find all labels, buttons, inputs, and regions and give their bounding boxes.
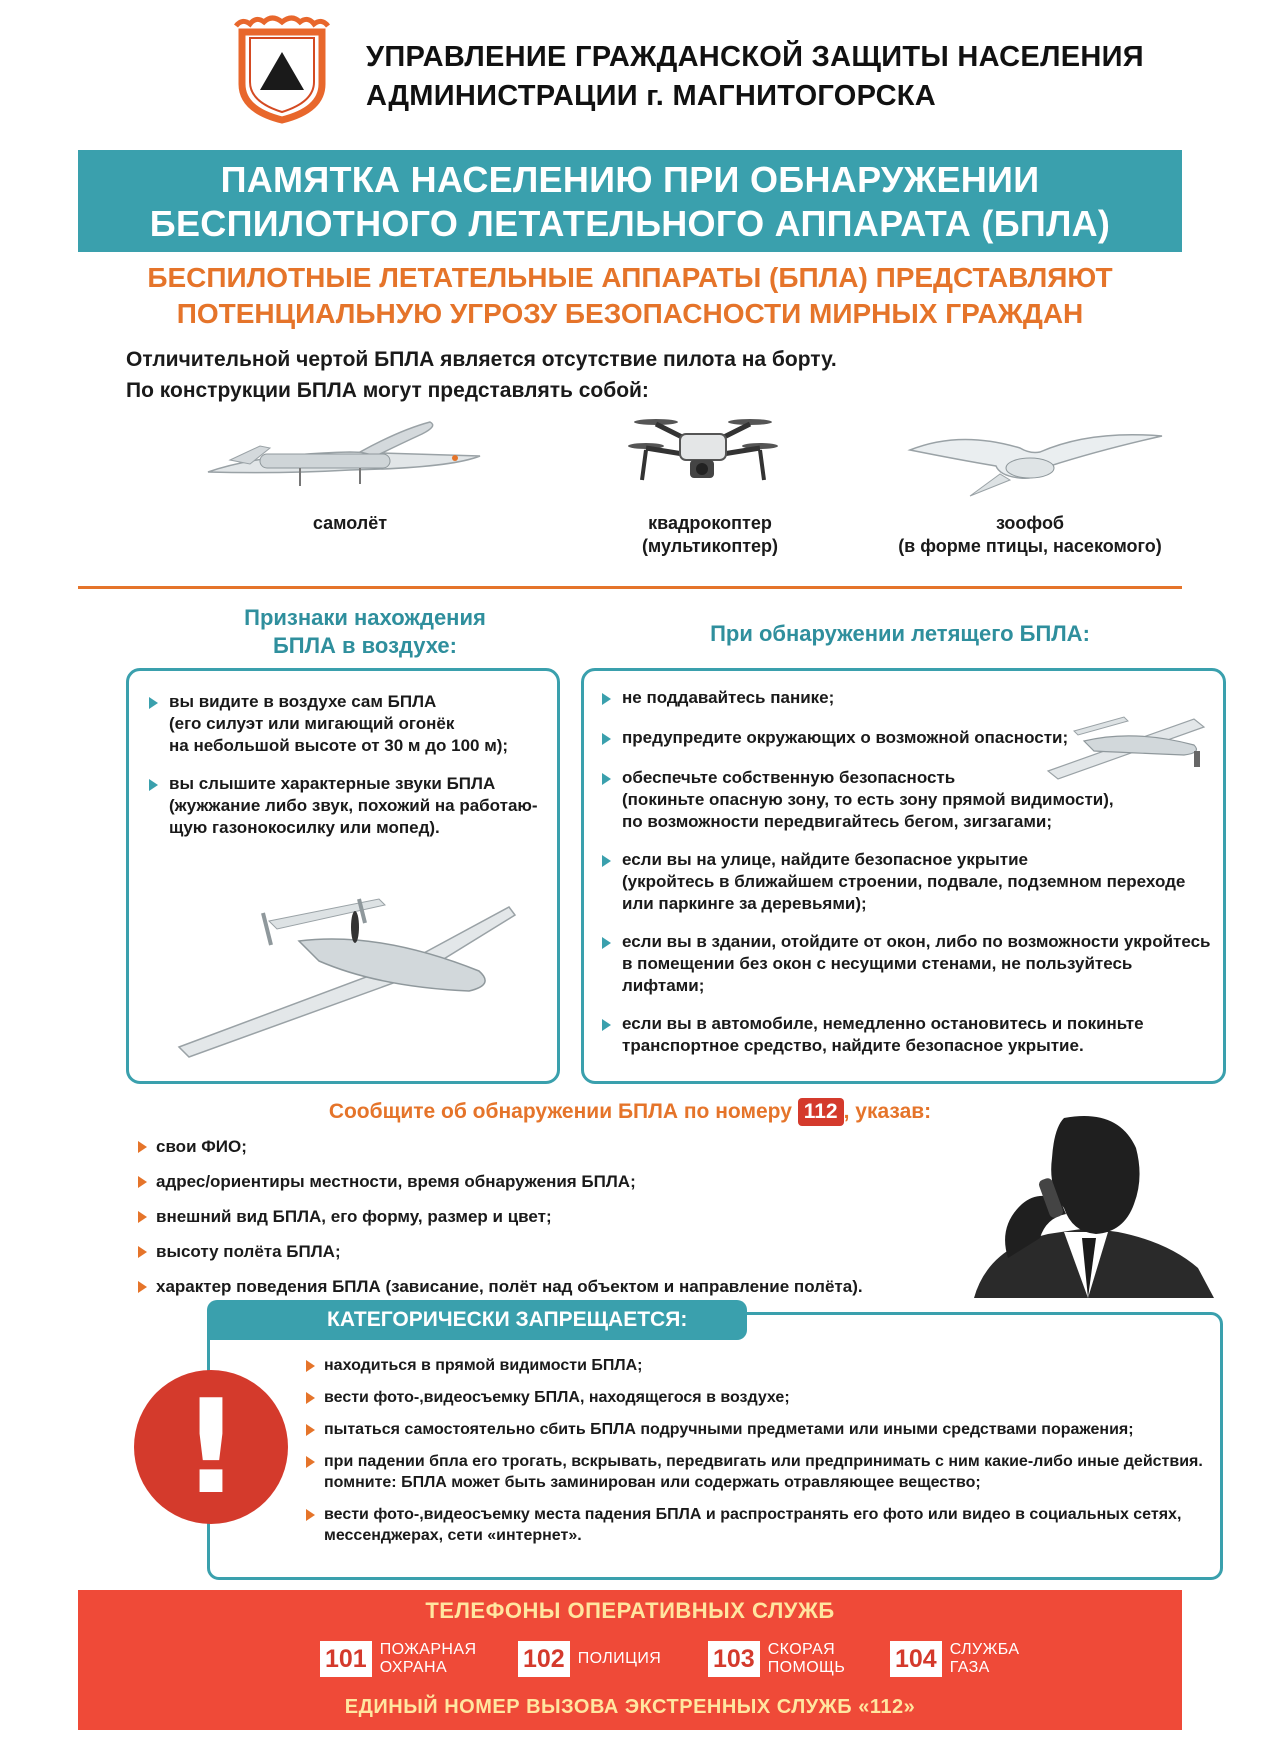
signs-list [129, 671, 557, 839]
bullet-icon [602, 855, 611, 867]
item-text: вести фото-,видеосъемку места падения БПЛА и распространять его фото или видео в социальных сетях, мессенджерах, сети «интернет». [324, 1506, 1182, 1544]
coat-of-arms-emblem [232, 14, 332, 124]
list-item [130, 1136, 910, 1158]
report-heading-text: Сообщите об обнаружении БПЛА по номеру [328, 1100, 792, 1123]
service-name: ПОЛИЦИЯ [577, 1650, 662, 1667]
signs-heading-line-2: БПЛА в воздухе: [272, 633, 457, 658]
forbidden-list [210, 1315, 1220, 1546]
bullet-icon [138, 1246, 147, 1258]
item-main: если вы в автомобиле, немедленно остановитесь и покиньте [622, 1014, 1144, 1033]
report-list [130, 1136, 910, 1311]
service-police [518, 1634, 661, 1684]
item-text: пытаться самостоятельно сбить БПЛА подручными предметами или иными средствами поражения; [324, 1421, 1134, 1438]
type-zoofob [880, 512, 1180, 558]
list-item [130, 1276, 910, 1298]
item-main: обеспечьте собственную безопасность [622, 768, 956, 787]
org-line-2: АДМИНИСТРАЦИИ г. МАГНИТОГОРСКА [366, 80, 937, 112]
service-number: 104 [890, 1641, 942, 1677]
item-sub: (его силуэт или мигающий огонёк на небольшой высоте от 30 м до 100 м); [169, 714, 509, 755]
type-quadcopter [610, 512, 810, 558]
item-sub: транспортное средство, найдите безопасное укрытие. [622, 1036, 1084, 1055]
section-divider [78, 586, 1182, 589]
warning-line-1: БЕСПИЛОТНЫЕ ЛЕТАТЕЛЬНЫЕ АППАРАТЫ (БПЛА) ПРЕДСТАВЛЯЮТ [147, 262, 1113, 293]
bullet-icon [306, 1424, 315, 1436]
list-item [594, 931, 1213, 997]
list-item [130, 1206, 910, 1228]
item-sub: в помещении без окон с несущими стенами, не пользуйтесь лифтами; [622, 954, 1133, 995]
bullet-icon [306, 1392, 315, 1404]
service-number: 103 [708, 1641, 760, 1677]
type-label: зоофоб [995, 513, 1065, 533]
item-text: внешний вид БПЛА, его форму, размер и цвет; [156, 1207, 552, 1226]
item-text: находиться в прямой видимости БПЛА; [324, 1357, 643, 1374]
item-main: вы слышите характерные звуки БПЛА [169, 774, 496, 793]
list-item [300, 1451, 1210, 1493]
list-item [594, 1013, 1213, 1057]
type-sublabel: (в форме птицы, насекомого) [898, 536, 1162, 556]
bullet-icon [306, 1360, 315, 1372]
bullet-icon [306, 1509, 315, 1521]
item-main: не поддавайтесь панике; [622, 688, 835, 707]
emergency-phones-footer [78, 1590, 1182, 1730]
forbidden-box [207, 1312, 1223, 1580]
exclamation-icon [134, 1370, 288, 1524]
signs-heading-line-1: Признаки нахождения [244, 605, 486, 630]
report-heading-tail: , указав: [843, 1100, 932, 1123]
list-item [300, 1504, 1210, 1546]
forbidden-heading: КАТЕГОРИЧЕСКИ ЗАПРЕЩАЕТСЯ: [207, 1300, 747, 1340]
list-item [300, 1355, 1210, 1376]
title-line-2: БЕСПИЛОТНОГО ЛЕТАТЕЛЬНОГО АППАРАТА (БПЛА) [149, 203, 1111, 244]
type-label: квадрокоптер [648, 513, 772, 533]
item-text: вести фото-,видеосъемку БПЛА, находящегося в воздухе; [324, 1389, 790, 1406]
service-name: СЛУЖБА ГАЗА [949, 1641, 1020, 1676]
warning-line-2: ПОТЕНЦИАЛЬНУЮ УГРОЗУ БЕЗОПАСНОСТИ МИРНЫХ ГРАЖДАН [176, 298, 1084, 329]
organization-name [366, 38, 1144, 116]
signs-box [126, 668, 560, 1084]
org-line-1: УПРАВЛЕНИЕ ГРАЖДАНСКОЙ ЗАЩИТЫ НАСЕЛЕНИЯ [366, 41, 1144, 73]
page-title [78, 150, 1182, 252]
bullet-icon [138, 1176, 147, 1188]
footer-title: ТЕЛЕФОНЫ ОПЕРАТИВНЫХ СЛУЖБ [425, 1598, 835, 1623]
item-text: при падении бпла его трогать, вскрывать, передвигать или предпринимать с ним какие-либо иные действия. помните: БПЛА может быть заминирован или содержать отравляющее вещество; [324, 1453, 1203, 1491]
emergency-number-badge: 112 [798, 1098, 844, 1126]
bullet-icon [138, 1211, 147, 1223]
exclamation-mark: ! [181, 1371, 241, 1523]
bullet-icon [138, 1141, 147, 1153]
bullet-icon [602, 773, 611, 785]
item-sub: (покиньте опасную зону, то есть зону прямой видимости), по возможности передвигайтесь бегом, зигзагами; [622, 790, 1114, 831]
item-text: свои ФИО; [156, 1137, 247, 1156]
bullet-icon [138, 1281, 147, 1293]
service-number: 101 [320, 1641, 372, 1677]
quadcopter-drone [628, 410, 778, 500]
service-name: ПОЖАРНАЯ ОХРАНА [379, 1641, 477, 1676]
intro-text [126, 344, 837, 406]
fixed-wing-drone [200, 412, 490, 502]
title-line-1: ПАМЯТКА НАСЕЛЕНИЮ ПРИ ОБНАРУЖЕНИИ [220, 159, 1040, 200]
intro-line-2: По конструкции БПЛА могут представлять собой: [126, 379, 649, 402]
item-sub: (укройтесь в ближайшем строении, подвале, подземном переходе или паркинге за деревьями); [622, 872, 1186, 913]
list-item [141, 773, 545, 839]
service-fire [320, 1634, 476, 1684]
item-text: адрес/ориентиры местности, время обнаружения БПЛА; [156, 1172, 636, 1191]
service-ambulance [708, 1634, 845, 1684]
bird-drone [900, 420, 1170, 500]
fixed-wing-drone [1044, 701, 1214, 781]
intro-line-1: Отличительной чертой БПЛА является отсутствие пилота на борту. [126, 348, 837, 371]
item-text: характер поведения БПЛА (зависание, полёт над объектом и направление полёта). [156, 1277, 863, 1296]
list-item [130, 1241, 910, 1263]
signs-heading [200, 604, 530, 660]
fixed-wing-drone [159, 861, 539, 1061]
bullet-icon [149, 779, 158, 791]
bullet-icon [602, 733, 611, 745]
list-item [130, 1171, 910, 1193]
service-gas [890, 1634, 1019, 1684]
bullet-icon [306, 1456, 315, 1468]
type-airplane [280, 512, 420, 535]
actions-box [581, 668, 1226, 1084]
item-main: если вы в здании, отойдите от окон, либо по возможности укройтесь [622, 932, 1211, 951]
item-text: высоту полёта БПЛА; [156, 1242, 341, 1261]
item-sub: (жужжание либо звук, похожий на работаю- щую газонокосилку или мопед). [169, 796, 538, 837]
type-label: самолёт [312, 513, 388, 533]
bullet-icon [602, 1019, 611, 1031]
bullet-icon [602, 937, 611, 949]
unified-emergency-number: ЕДИНЫЙ НОМЕР ВЫЗОВА ЭКСТРЕННЫХ СЛУЖБ «112» [344, 1696, 916, 1718]
bullet-icon [149, 697, 158, 709]
bullet-icon [602, 693, 611, 705]
report-heading [200, 1098, 1060, 1126]
list-item [141, 691, 545, 757]
list-item [300, 1387, 1210, 1408]
item-main: вы видите в воздухе сам БПЛА [169, 692, 437, 711]
list-item [300, 1419, 1210, 1440]
service-name: СКОРАЯ ПОМОЩЬ [767, 1641, 846, 1676]
item-main: если вы на улице, найдите безопасное укрытие [622, 850, 1029, 869]
item-main: предупредите окружающих о возможной опасности; [622, 728, 1069, 747]
actions-heading: При обнаружении летящего БПЛА: [710, 621, 1090, 646]
phone-caller-silhouette [968, 1108, 1220, 1298]
type-sublabel: (мультикоптер) [641, 536, 779, 556]
service-number: 102 [518, 1641, 570, 1677]
list-item [594, 849, 1213, 915]
threat-warning [90, 260, 1170, 332]
